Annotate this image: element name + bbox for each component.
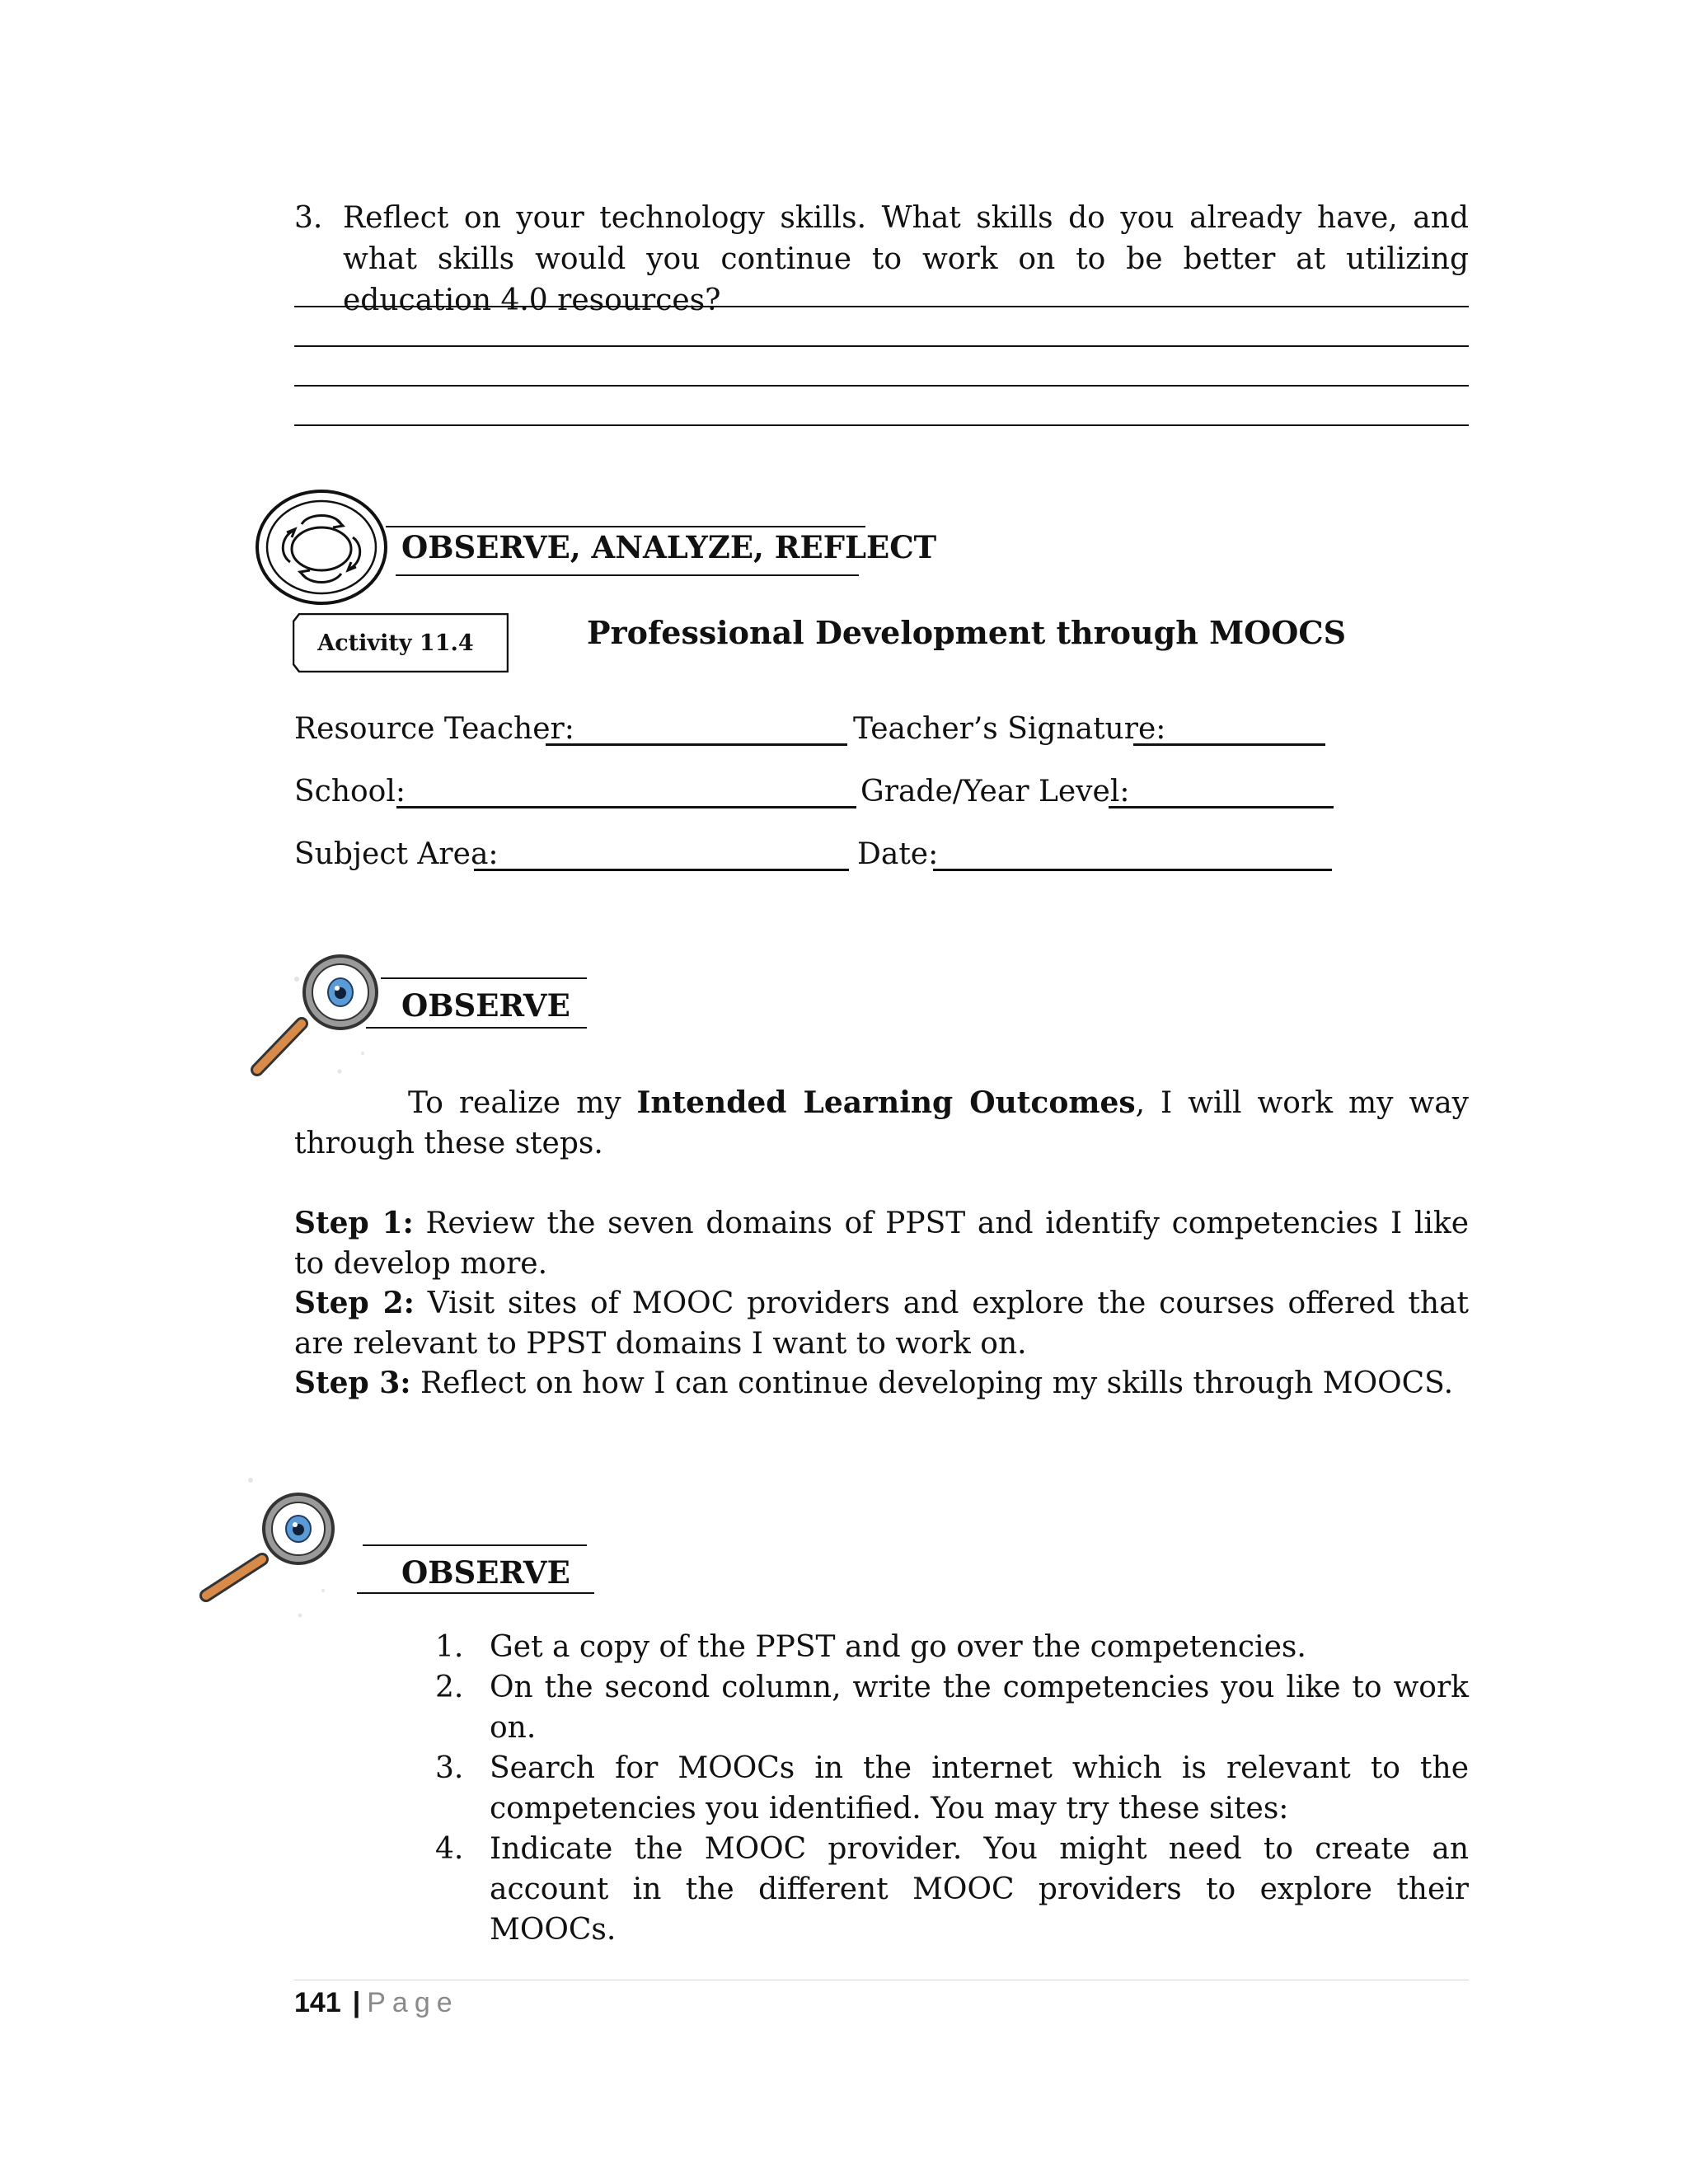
- answer-line[interactable]: [294, 385, 1469, 387]
- page-number: 141: [294, 1987, 341, 2018]
- list-item: 3. Search for MOOCs in the internet which is relevant to the competencies you identified. You may try these sites:: [435, 1751, 1469, 1825]
- answer-line[interactable]: [294, 424, 1469, 426]
- step-3: Step 3: Reflect on how I can continue developing my skills through MOOCS.: [294, 1366, 1454, 1400]
- list-item: 1. Get a copy of the PPST and go over the competencies.: [435, 1630, 1306, 1664]
- resource-teacher-label: Resource Teacher:: [294, 712, 574, 746]
- list-item: 4. Indicate the MOOC provider. You might need to create an account in the different MOOC providers to explore their MOOCs.: [435, 1832, 1469, 1947]
- step-2: Step 2: Visit sites of MOOC providers and explore the courses offered that are relevant to PPST domains I want to work on.: [294, 1286, 1469, 1361]
- activity-title: Professional Development through MOOCS: [587, 614, 1347, 651]
- grade-level-label: Grade/Year Level:: [860, 775, 1130, 808]
- list-item: 2. On the second column, write the competencies you like to work on.: [435, 1671, 1469, 1745]
- observe-title: OBSERVE: [401, 1554, 570, 1591]
- page-label: Page: [367, 1987, 459, 2018]
- step-1: Step 1: Review the seven domains of PPST and identify competencies I like to develop more.: [294, 1206, 1470, 1281]
- answer-line[interactable]: [294, 345, 1469, 347]
- intro-paragraph: To realize my Intended Learning Outcomes, I will work my way through these steps.: [294, 1085, 1469, 1160]
- date-label: Date:: [857, 837, 939, 871]
- answer-line[interactable]: [294, 306, 1469, 307]
- magnifying-glass-eye-icon: [191, 1467, 348, 1632]
- observe-rule-bottom: [366, 1027, 587, 1029]
- observe-rule-top: [381, 977, 587, 979]
- intended-learning-outcomes: Intended Learning Outcomes: [636, 1085, 1136, 1120]
- school-label: School:: [294, 775, 406, 808]
- observe-rule-bottom: [357, 1592, 594, 1594]
- teacher-signature-label: Teacher’s Signature:: [853, 712, 1166, 746]
- school-field[interactable]: [396, 806, 856, 808]
- question-number: 3.: [294, 201, 323, 235]
- teacher-signature-field[interactable]: [1133, 743, 1325, 746]
- magnifying-glass-eye-icon: [247, 946, 379, 1086]
- resource-teacher-field[interactable]: [546, 743, 847, 746]
- page-footer: 141 | Page: [294, 1987, 459, 2018]
- observe-rule-top: [363, 1544, 587, 1546]
- cycle-icon: [254, 488, 392, 607]
- observe-title: OBSERVE: [401, 987, 570, 1024]
- section-rule-bottom: [396, 574, 859, 576]
- section-rule-top: [386, 526, 865, 527]
- question-text: Reflect on your technology skills. What skills do you already have, and what skills would you continue to work on to be better at utilizing education 4.0 resources?: [343, 201, 1469, 317]
- grade-level-field[interactable]: [1109, 806, 1334, 808]
- subject-area-field[interactable]: [474, 869, 849, 871]
- activity-label: Activity 11.4: [317, 630, 474, 656]
- subject-area-label: Subject Area:: [294, 837, 499, 871]
- section-title: OBSERVE, ANALYZE, REFLECT: [401, 529, 937, 565]
- date-field[interactable]: [933, 869, 1332, 871]
- activity-tag: [293, 613, 509, 673]
- instructions-list: [435, 1627, 1469, 1950]
